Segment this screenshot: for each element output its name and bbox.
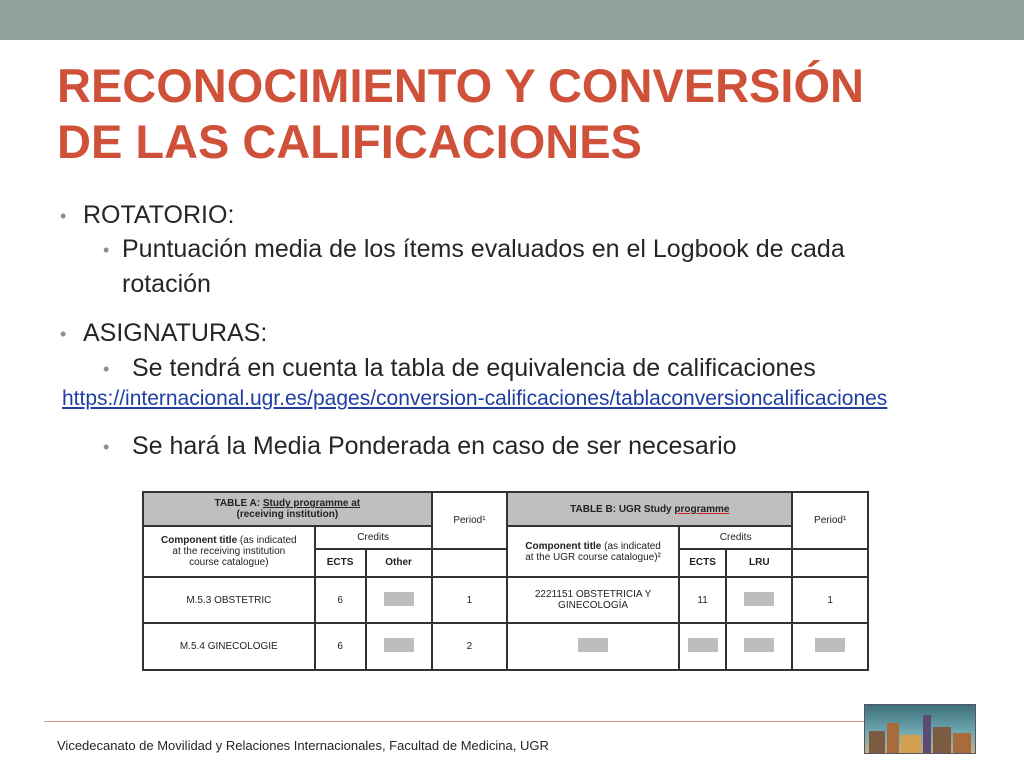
- bullet-dot: •: [60, 206, 67, 226]
- bullet-asignaturas-media: Se hará la Media Ponderada en caso de ser necesario: [132, 432, 737, 460]
- row1-period-a: 1: [432, 577, 508, 624]
- redacted-cell: [815, 638, 845, 652]
- component-a-label-line3: course catalogue): [189, 557, 269, 569]
- table-row: [143, 577, 868, 624]
- footer-divider: [44, 721, 864, 722]
- equivalence-table: [142, 491, 869, 671]
- row1-lru: [726, 577, 792, 624]
- ects-a-header: ECTS: [315, 549, 366, 577]
- row1-b-title: [507, 577, 679, 624]
- logo-building: [887, 723, 899, 753]
- bullet-dot: •: [103, 240, 110, 260]
- table-row: [143, 623, 868, 670]
- row2-a-ects: 6: [315, 623, 366, 670]
- slide-title-line2: DE LAS CALIFICACIONES: [57, 115, 642, 168]
- component-b-label: Component title: [525, 540, 602, 552]
- row2-a-title: M.5.4 GINECOLOGIE: [143, 623, 315, 670]
- lru-header: LRU: [726, 549, 792, 577]
- row2-b-title: [507, 623, 679, 670]
- bullet-rotatorio-detail-line2: rotación: [122, 270, 211, 298]
- ects-b-header: ECTS: [679, 549, 726, 577]
- period-a-spacer: [432, 549, 508, 577]
- row1-b-ects: 11: [679, 577, 726, 624]
- component-b-label-rest: (as indicated: [601, 540, 661, 552]
- city-skyline-logo: [864, 704, 976, 754]
- period-a-header: Period¹: [432, 492, 508, 549]
- table-b-header: [507, 492, 792, 526]
- row1-a-title: M.5.3 OBSTETRIC: [143, 577, 315, 624]
- slide-title: [57, 58, 977, 170]
- bullet-rotatorio: ROTATORIO:: [83, 201, 235, 229]
- other-header: Other: [366, 549, 432, 577]
- component-a-label-rest: (as indicated: [237, 535, 297, 547]
- table-a-title: Study programme at: [262, 498, 361, 510]
- redacted-cell: [384, 592, 414, 606]
- period-b-header: Period¹: [792, 492, 868, 549]
- component-b-label-line2: at the UGR course catalogue)²: [525, 551, 661, 563]
- row1-period-b: 1: [792, 577, 868, 624]
- table-b-title: programme: [674, 503, 730, 515]
- redacted-cell: [384, 638, 414, 652]
- table-b-prefix: TABLE B: UGR Study: [570, 503, 675, 515]
- footer-text: Vicedecanato de Movilidad y Relaciones Internacionales, Facultad de Medicina, UGR: [57, 738, 549, 753]
- conversion-table-link[interactable]: https://internacional.ugr.es/pages/conversion-calificaciones/tablaconversioncalificaciones: [62, 387, 888, 410]
- redacted-cell: [744, 592, 774, 606]
- credits-b-header: Credits: [679, 526, 792, 548]
- logo-building: [869, 731, 885, 753]
- logo-building: [901, 735, 921, 753]
- row2-period-b: [792, 623, 868, 670]
- logo-building: [933, 727, 951, 753]
- bullet-dot: •: [103, 437, 110, 457]
- row1-b-title-line2: GINECOLOGÍA: [558, 600, 629, 612]
- logo-building: [923, 715, 931, 753]
- row1-other: [366, 577, 432, 624]
- bullet-dot: •: [103, 359, 110, 379]
- slide-title-line1: RECONOCIMIENTO Y CONVERSIÓN: [57, 59, 864, 112]
- component-a-header: [143, 526, 315, 577]
- table-a-header: [143, 492, 432, 526]
- credits-a-header: Credits: [315, 526, 432, 548]
- redacted-cell: [578, 638, 608, 652]
- component-a-label: Component title: [161, 535, 238, 547]
- redacted-cell: [744, 638, 774, 652]
- table-a-prefix: TABLE A:: [214, 498, 263, 510]
- logo-building: [953, 733, 971, 753]
- row2-lru: [726, 623, 792, 670]
- bullet-rotatorio-detail-line1: Puntuación media de los ítems evaluados en el Logbook de cada: [122, 235, 845, 263]
- component-a-label-line2: at the receiving institution: [172, 546, 286, 558]
- row2-b-ects: [679, 623, 726, 670]
- redacted-cell: [688, 638, 718, 652]
- row1-b-title-line1: 2221151 OBSTETRICIA Y: [534, 589, 652, 601]
- bullet-dot: •: [60, 324, 67, 344]
- period-b-spacer: [792, 549, 868, 577]
- bullet-asignaturas: ASIGNATURAS:: [83, 319, 268, 347]
- row1-a-ects: 6: [315, 577, 366, 624]
- row2-other: [366, 623, 432, 670]
- row2-period-a: 2: [432, 623, 508, 670]
- table-a-subtitle: (receiving institution): [236, 509, 339, 521]
- component-b-header: [507, 526, 679, 577]
- bullet-asignaturas-equivalencia: Se tendrá en cuenta la tabla de equivalencia de calificaciones: [132, 354, 816, 382]
- top-accent-bar: [0, 0, 1024, 40]
